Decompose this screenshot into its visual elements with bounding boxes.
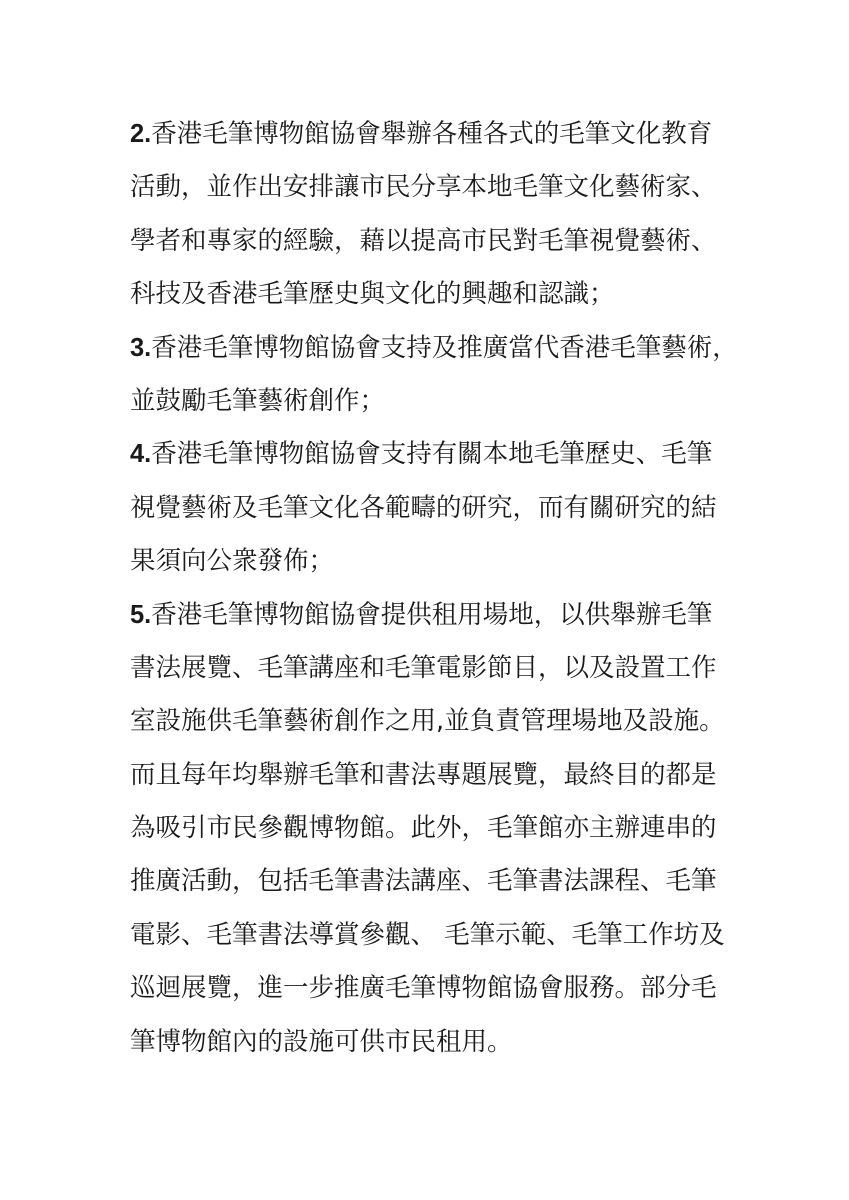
item-number: 5. — [130, 600, 152, 629]
paragraph-3 — [130, 322, 750, 429]
item-number: 3. — [130, 333, 152, 362]
text-line: 室設施供毛筆藝術創作之用,並負責管理場地及設施。 — [130, 706, 725, 737]
text-line: 科技及香港毛筆歷史與文化的興趣和認識； — [130, 279, 615, 310]
text-line: 筆博物館內的設施可供市民租用。 — [130, 1026, 513, 1057]
text-line: 學者和專家的經驗，藉以提高市民對毛筆視覺藝術、 — [130, 225, 717, 256]
paragraph-4 — [130, 428, 750, 588]
text-line: 果須向公衆發佈； — [130, 546, 335, 577]
text-line: 而且每年均舉辦毛筆和書法專題展覽，最終目的都是 — [130, 759, 717, 790]
text-line: 推廣活動，包括毛筆書法講座、毛筆書法課程、毛筆 — [130, 866, 717, 897]
text-line: 2.香港毛筆博物館協會舉辦各種各式的毛筆文化教育 — [130, 119, 713, 149]
text-line: 活動，並作出安排讓市民分享本地毛筆文化藝術家、 — [130, 172, 717, 203]
paragraph-5 — [130, 589, 750, 1070]
body-text — [130, 108, 750, 1069]
text-line: 書法展覽、毛筆講座和毛筆電影節目，以及設置工作 — [130, 652, 717, 683]
text-line: 電影、毛筆書法導賞參觀、 毛筆示範、毛筆工作坊及 — [130, 919, 725, 950]
paragraph-2 — [130, 108, 750, 322]
text-line: 為吸引市民參觀博物館。此外，毛筆館亦主辦連串的 — [130, 813, 717, 844]
text-line: 並鼓勵毛筆藝術創作； — [130, 385, 386, 416]
text-line: 5.香港毛筆博物館協會提供租用場地，以供舉辦毛筆 — [130, 599, 713, 630]
item-number: 4. — [130, 440, 152, 469]
text-line: 巡迴展覽，進一步推廣毛筆博物館協會服務。部分毛 — [130, 973, 717, 1004]
text-line: 3.香港毛筆博物館協會支持及推廣當代香港毛筆藝術， — [130, 332, 738, 363]
item-number: 2. — [130, 120, 152, 148]
text-line: 4.香港毛筆博物館協會支持有關本地毛筆歷史、毛筆 — [130, 439, 713, 470]
text-line: 視覺藝術及毛筆文化各範疇的研究，而有關研究的結 — [130, 492, 717, 523]
